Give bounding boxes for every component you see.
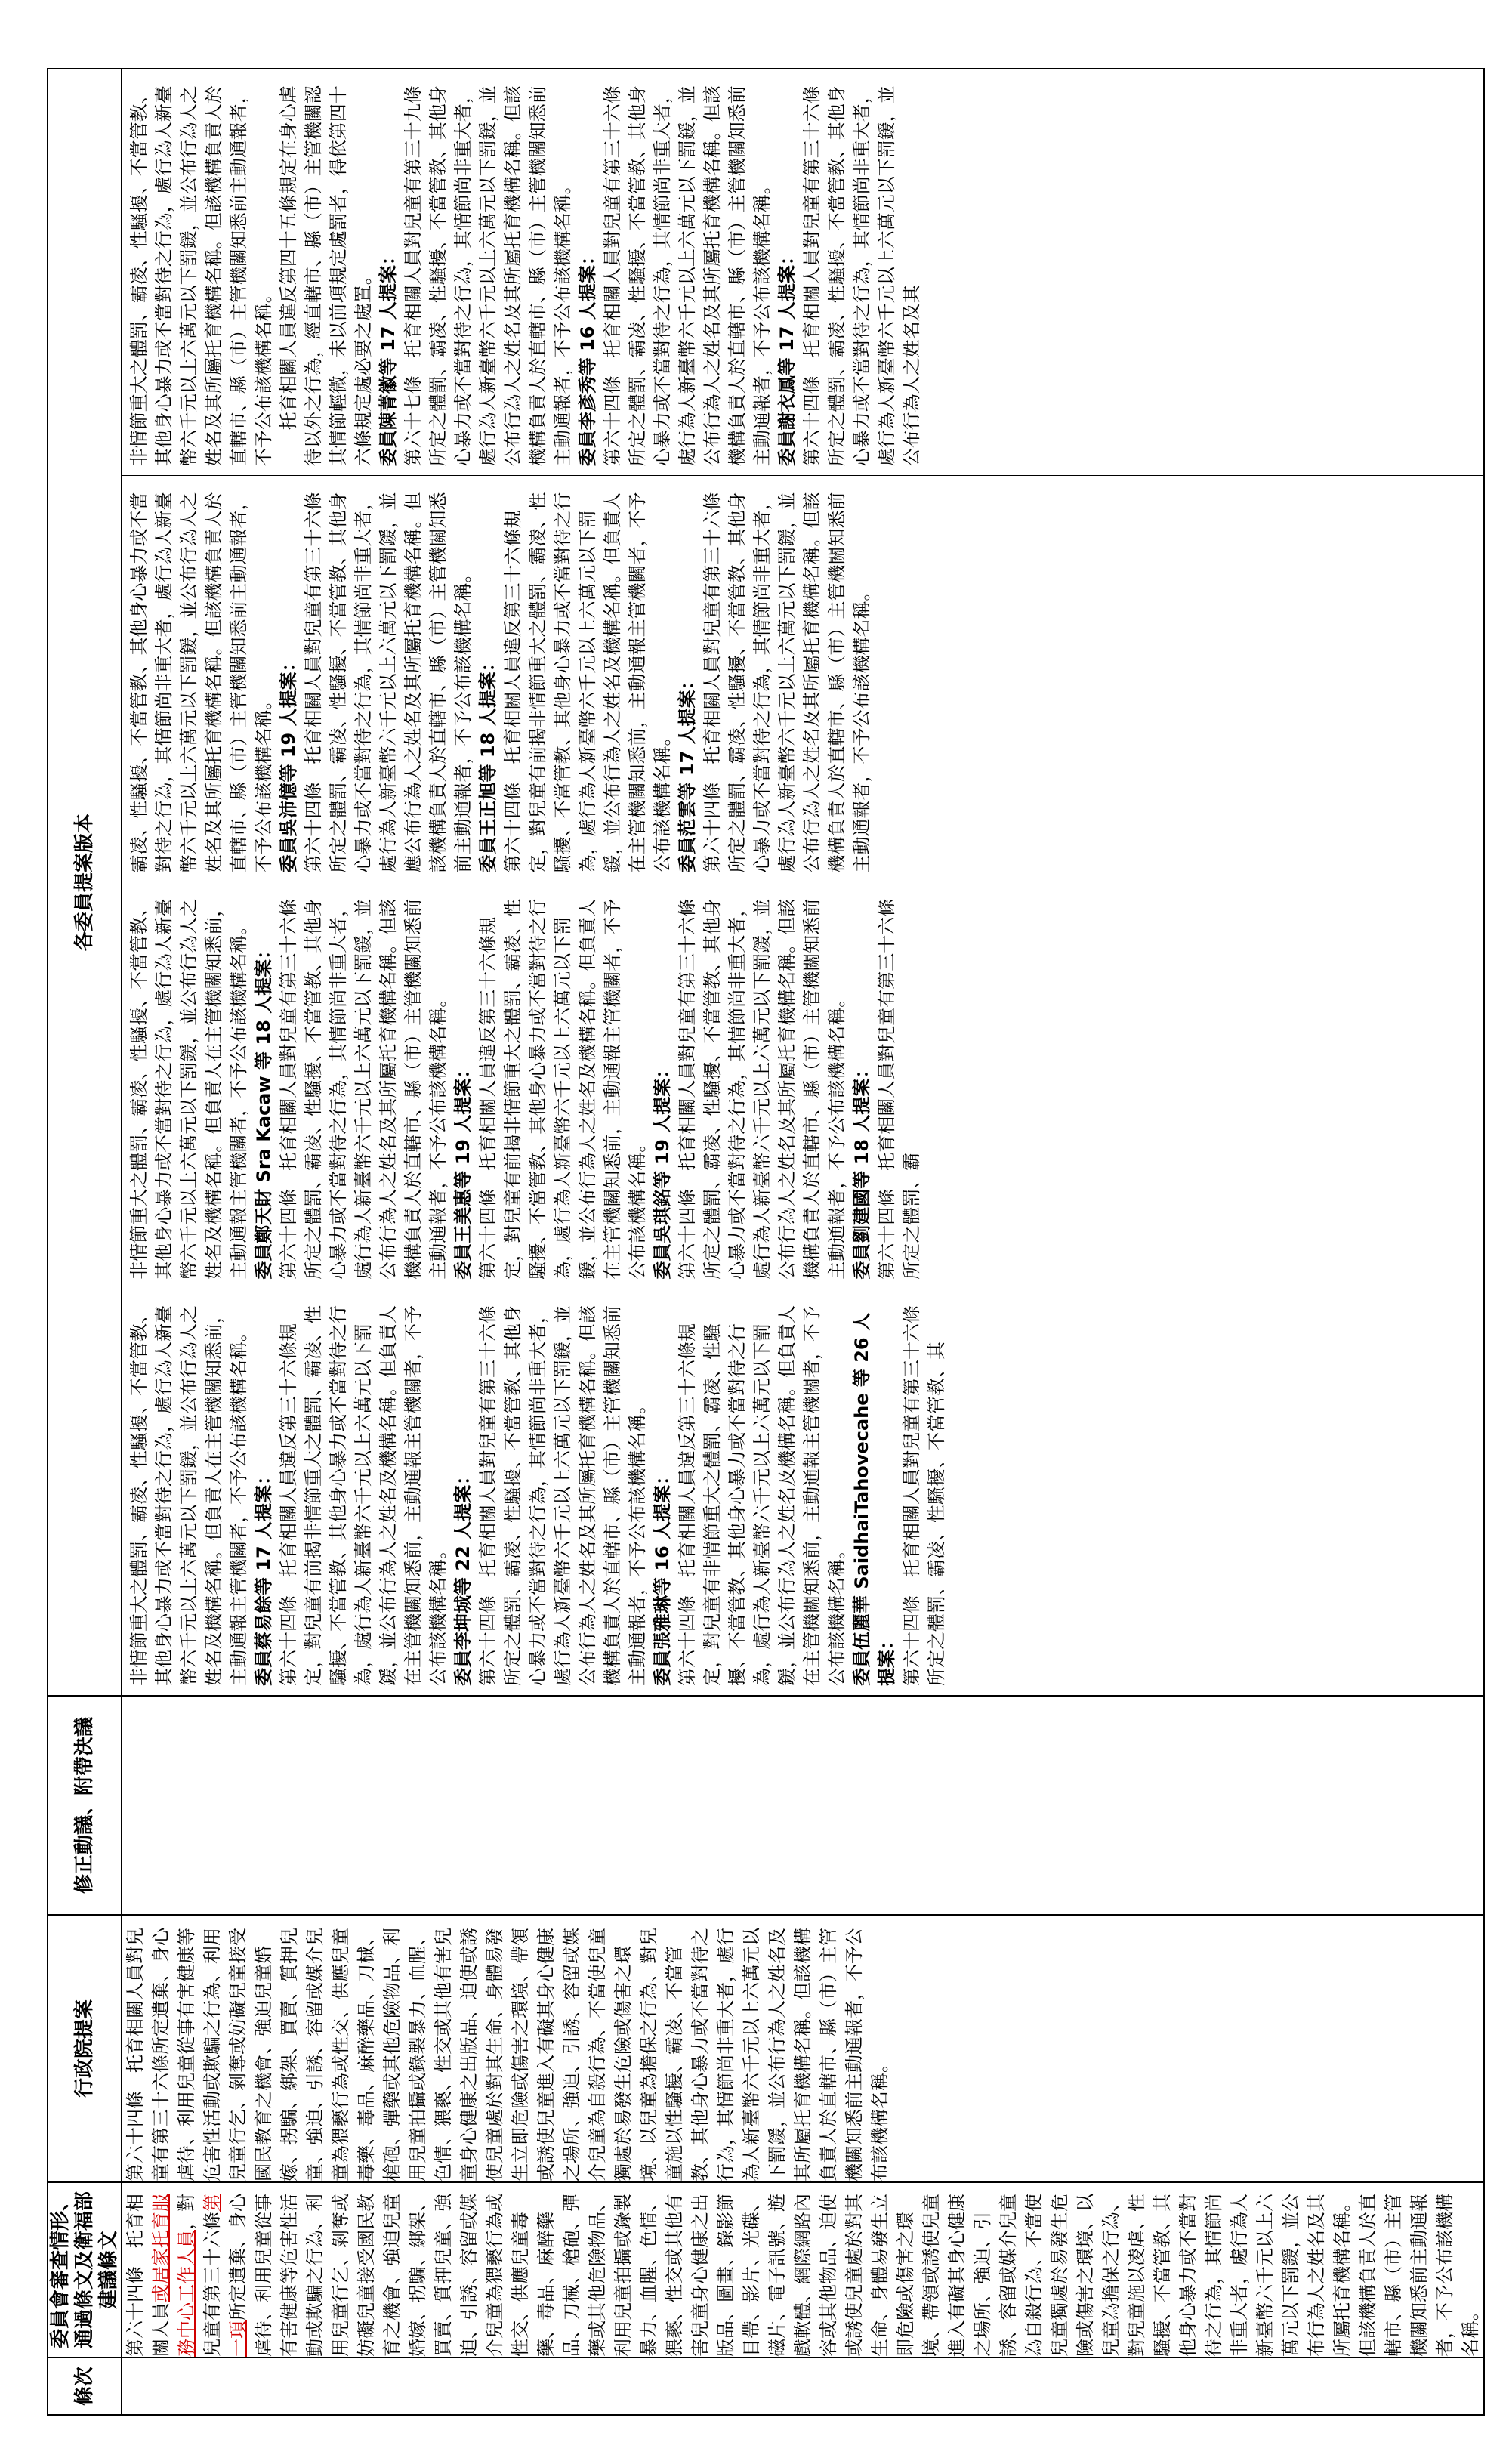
proposal-block xyxy=(276,77,376,466)
proposal-body: 托育相關人員違反第四十五條規定在身心虐待以外之行為，經直轄市、縣（市）主管機關認其情節輕微，未以前項規定處罰者，得依第四十六條規定處必要之處置。 xyxy=(278,85,374,467)
proposal-block xyxy=(127,483,276,872)
proposal-body: 第六十四條 托育相關人員對兒童有第三十六條所定之體罰、霸 xyxy=(876,898,922,1280)
proposal-title: 委員王正旭等 18 人提案： xyxy=(477,653,498,873)
amendment-cell xyxy=(122,1696,1484,1915)
proposal-columns xyxy=(122,69,1483,1695)
proposal-column xyxy=(122,883,1483,1289)
proposals-cell xyxy=(122,69,1484,1696)
proposal-body: 第六十四條 托育相關人員對兒童有第三十六條所定之體罰、霸凌、性騷擾、不當管教、其他身心暴力或不當對待之行為，其情節尚非重大者，處行為人新臺幣六千元以上六萬元以下罰鍰，並應公布行為人之姓名及其所屬托育機構名稱。但該機構負責人於直轄市、縣（市）主管機關知悉前主動通報者，不予公布該機構名稱。 xyxy=(303,492,474,873)
proposal-title: 委員李彥秀等 16 人提案： xyxy=(577,247,598,467)
proposal-title: 委員張雅琳等 16 人提案： xyxy=(652,1466,673,1686)
clause-cell xyxy=(122,2357,1484,2415)
proposal-block xyxy=(252,1297,451,1686)
content-row xyxy=(122,69,1484,2415)
proposal-block xyxy=(127,891,252,1280)
proposal-body: 非情節重大之體罰、霸凌、性騷擾、不當管教、其他身心暴力或不當對待之行為，處行為人新臺幣六千元以上六萬元以下罰鍰，並公布行為人之姓名及其所屬托育機構名稱。但該機構負責人於直轄市、縣（市）主管機關知悉前主動通報者，不予公布該機構名稱。 xyxy=(128,85,274,467)
proposal-column xyxy=(122,1289,1483,1695)
committee-cell xyxy=(122,2182,1484,2357)
proposal-body: 非情節重大之體罰、霸凌、性騷擾、不當管教、其他身心暴力或不當對待之行為，處行為人新臺幣六千元以上六萬元以下罰鍰，並公布行為人之姓名及機構名稱。但負責人在主管機關知悉前，主動通報主管機關者，不予公布該機構名稱。 xyxy=(128,898,249,1280)
proposal-body: 第六十四條 托育相關人員違反第三十六條規定，對兒童有前揭非情節重大之體罰、霸凌、性騷擾、不當管教、其他身心暴力或不當對待之行為，處行為人新臺幣六千元以上六萬元以下罰鍰，並公布行為人之姓名及機構名稱。但負責人在主管機關知悉前，主動通報主管機關者，不予公布該機構名稱。 xyxy=(278,1305,449,1686)
header-committee: 委員會審查情形、通過條文及衛福部建議條文 xyxy=(48,2182,122,2357)
header-clause: 條次 xyxy=(48,2357,122,2415)
proposal-block xyxy=(451,1297,650,1686)
committee-text-1: 第六十四條 托育相關人員 xyxy=(125,2194,171,2357)
proposal-title: 委員劉建國等 18 人提案： xyxy=(851,1060,872,1280)
header-executive: 行政院提案 xyxy=(48,1915,122,2182)
proposal-block xyxy=(675,483,875,872)
proposal-block xyxy=(252,891,451,1280)
proposal-body: 第六十四條 托育相關人員對兒童有第三十六條所定之體罰、霸凌、性騷擾、不當管教、其他身心暴力或不當對待之行為，其情節尚非重大者，處行為人新臺幣六千元以上六萬元以下罰鍰，並公布行為人之姓名及其所屬托育機構名稱。但該機構負責人於直轄市、縣（市）主管機關知悉前主動通報者，不予公布該機構名稱。 xyxy=(602,85,773,467)
proposal-block xyxy=(376,77,576,466)
proposal-body: 第六十四條 托育相關人員對兒童有第三十六條所定之體罰、霸凌、性騷擾、不當管教、其他身心暴力或不當對待之行為，其情節尚非重大者，處行為人新臺幣六千元以上六萬元以下罰鍰，並公布行為人之姓名及其所屬托育機構名稱。但該機構負責人於直轄市、縣（市）主管機關知悉前主動通報者，不予公布該機構名稱。 xyxy=(677,898,847,1280)
proposal-block xyxy=(127,1297,252,1686)
proposal-body: 第六十四條 托育相關人員違反第三十六條規定，對兒童有非情節重大之體罰、霸凌、性騷擾、不當管教、其他身心暴力或不當對待之行為，處行為人新臺幣六千元以上六萬元以下罰鍰，並公布行為人之姓名及機構名稱。但負責人在主管機關知悉前，主動通報主管機關者，不予公布該機構名稱。 xyxy=(677,1305,847,1686)
header-amendment: 修正動議、附帶決議 xyxy=(48,1696,122,1915)
proposal-title: 委員范雲等 17 人提案： xyxy=(677,672,698,873)
proposal-block xyxy=(650,891,850,1280)
proposal-body: 第六十四條 托育相關人員對兒童有第三十六條所定之體罰、霸凌、性騷擾、不當管教、其他身心暴力或不當對待之行為，其情節尚非重大者，處行為人新臺幣六千元以上六萬元以下罰鍰，並公布行為人之姓名及其 xyxy=(801,85,922,467)
executive-cell xyxy=(122,1915,1484,2182)
header-row xyxy=(48,69,122,2415)
proposal-body: 第六十四條 托育相關人員違反第三十六條規定，對兒童有前揭非情節重大之體罰、霸凌、性騷擾、不當管教、其他身心暴力或不當對待之行為，處行為人新臺幣六千元以上六萬元以下罰鍰，並公布行為人之姓名及機構名稱。但負責人在主管機關知悉前，主動通報主管機關者，不予公布該機構名稱。 xyxy=(477,898,648,1280)
proposal-title: 委員李坤城等 22 人提案： xyxy=(452,1466,474,1686)
proposal-column xyxy=(122,476,1483,882)
proposal-body: 第六十四條 托育相關人員對兒童有第三十六條所定之體罰、霸凌、性騷擾、不當管教、其他身心暴力或不當對待之行為，其情節尚非重大者，處行為人新臺幣六千元以上六萬元以下罰鍰，並公布行為人之姓名及其所屬托育機構名稱。但該機構負責人於直轄市、縣（市）主管機關知悉前主動通報者，不予公布該機構名稱。 xyxy=(278,898,449,1280)
proposal-title: 委員謝衣鳳等 17 人提案： xyxy=(776,247,798,467)
committee-text-2: ，對兒童有第三十六條 xyxy=(176,2194,223,2357)
proposal-block xyxy=(850,1297,949,1686)
proposal-title: 委員吳琪銘等 19 人提案： xyxy=(652,1060,673,1280)
proposal-block xyxy=(576,77,775,466)
proposal-body: 霸凌、性騷擾、不當管教、其他身心暴力或不當對待之行為，其情節尚非重大者，處行為人新臺幣六千元以上六萬元以下罰鍰，並公布行為人之姓名及其所屬托育機構名稱。但該機構負責人於直轄市、縣（市）主管機關知悉前主動通報者，不予公布該機構名稱。 xyxy=(128,492,274,873)
proposal-block xyxy=(650,1297,850,1686)
proposal-body: 第六十四條 托育相關人員對兒童有第三十六條所定之體罰、霸凌、性騷擾、不當管教、其他身心暴力或不當對待之行為，其情節尚非重大者，處行為人新臺幣六千元以上六萬元以下罰鍰，並公布行為人之姓名及其所屬托育機構名稱。但該機構負責人於直轄市、縣（市）主管機關知悉前主動通報者，不予公布該機構名稱。 xyxy=(477,1305,648,1686)
proposal-title: 委員伍麗華 SaidhaiTahovecahe 等 26 人提案： xyxy=(851,1313,897,1686)
proposal-title: 委員吳沛憶等 19 人提案： xyxy=(278,653,299,873)
proposal-body: 第六十四條 托育相關人員違反第三十六條規定，對兒童有前揭非情節重大之體罰、霸凌、性騷擾、不當管教、其他身心暴力或不當對待之行為，處行為人新臺幣六千元以上六萬元以下罰鍰，並公布行為人之姓名及機構名稱。但負責人在主管機關知悉前，主動通報主管機關者，不予公布該機構名稱。 xyxy=(502,492,673,873)
header-proposals: 各委員提案版本 xyxy=(48,69,122,1696)
proposal-body: 第六十七條 托育相關人員對兒童有第三十九條所定之體罰、霸凌、性騷擾、不當管教、其他身心暴力或不當對待之行為，其情節尚非重大者，處行為人新臺幣六千元以上六萬元以下罰鍰，並公布行為人之姓名及其所屬托育機構名稱。但該機構負責人於直轄市、縣（市）主管機關知悉前主動通報者，不予公布該機構名稱。 xyxy=(403,85,573,467)
committee-inserted-text-2: 第一項 xyxy=(202,2194,248,2357)
proposal-title: 委員王美惠等 19 人提案： xyxy=(452,1060,474,1280)
proposal-block xyxy=(451,891,650,1280)
proposal-body: 第六十四條 托育相關人員對兒童有第三十六條所定之體罰、霸凌、性騷擾、不當管教、其他身心暴力或不當對待之行為，其情節尚非重大者，處行為人新臺幣六千元以上六萬元以下罰鍰，並公布行為人之姓名及其所屬托育機構名稱。但該機構負責人於直轄市、縣（市）主管機關知悉前主動通報者，不予公布該機構名稱。 xyxy=(702,492,872,873)
executive-text: 第六十四條 托育相關人員對兒童有第三十六條所定遺棄、身心虐待、利用兒童從事有害健康等危害性活動或欺騙之行為、利用兒童行乞、剝奪或妨礙兒童接受國民教育之機會、強迫兒童婚嫁、拐騙、綁架、買賣、質押兒童、強迫、引誘、容留或媒介兒童為猥褻行為或性交、供應兒童毒藥、毒品、麻醉藥品、刀械、槍砲、彈藥或其他危險物品、利用兒童拍攝或錄製暴力、血腥、色情、猥褻、性交或其他有害兒童身心健康之出版品、迫使或誘使兒童處於對其生命、身體易發生立即危險或傷害之環境、帶領或誘使兒童進入有礙其身心健康之場所、強迫、引誘、容留或媒介兒童為自殺行為、不當使兒童獨處於易發生危險或傷害之環境、以兒童為擔保之行為、對兒童施以性騷擾、霸凌、不當管教、其他身心暴力或不當對待之行為，其情節尚非重大者，處行為人新臺幣六千元以上六萬元以下罰鍰，並公布行為人之姓名及其所屬托育機構名稱。但該機構負責人於直轄市、縣（市）主管機關知悉前主動通報者，不予公布該機構名稱。 xyxy=(125,1928,890,2181)
proposal-title: 委員鄭天財 Sra Kacaw 等 18 人提案： xyxy=(253,940,274,1280)
proposal-block xyxy=(127,77,276,466)
proposal-block xyxy=(775,77,924,466)
committee-inserted-text-1: 或居家托育服務中心工作人員 xyxy=(150,2194,197,2357)
proposal-body: 非情節重大之體罰、霸凌、性騷擾、不當管教、其他身心暴力或不當對待之行為，處行為人新臺幣六千元以上六萬元以下罰鍰，並公布行為人之姓名及機構名稱。但負責人在主管機關知悉前，主動通報主管機關者，不予公布該機構名稱。 xyxy=(128,1305,249,1686)
proposal-title: 委員陳菁徽等 17 人提案： xyxy=(378,247,399,467)
proposal-title: 委員蔡易餘等 17 人提案： xyxy=(253,1466,274,1686)
comparison-table xyxy=(47,68,1485,2416)
proposal-column xyxy=(122,69,1483,476)
proposal-body: 第六十四條 托育相關人員對兒童有第三十六條所定之體罰、霸凌、性騷擾、不當管教、其 xyxy=(901,1305,947,1686)
committee-text-3: 所定遺棄、身心虐待、利用兒童從事有害健康等危害性活動或欺騙之行為、利用兒童行乞、剝奪或妨礙兒童接受國民教育之機會、強迫兒童婚嫁、拐騙、綁架、買賣、質押兒童、強迫、引誘、容留或媒介兒童為猥褻行為或性交、供應兒童毒藥、毒品、麻醉藥品、刀械、槍砲、彈藥或其他危險物品、利用兒童拍攝或錄製暴力、血腥、色情、猥褻、性交或其他有害兒童身心健康之出版品、圖畫、錄影節目帶、影片、光碟、磁片、電子訊號、遊戲軟體、網際網路內容或其他物品、迫使或誘使兒童處於對其生命、身體易發生立即危險或傷害之環境、帶領或誘使兒童進入有礙其身心健康之場所、強迫、引誘、容留或媒介兒童為自殺行為、不當使兒童獨處於易發生危險或傷害之環境、以兒童為擔保之行為、對兒童施以凌虐、性騷擾、不當管教、其他身心暴力或不當對待之行為，其情節尚非重大者，處行為人新臺幣六千元以上六萬元以下罰鍰，並公布行為人之姓名及其所屬托育機構名稱。但該機構負責人於直轄市、縣（市）主管機關知悉前主動通報者，不予公布該機構名稱。 xyxy=(227,2194,1481,2357)
proposal-block xyxy=(476,483,675,872)
proposal-block xyxy=(276,483,476,872)
proposal-block xyxy=(850,891,924,1280)
